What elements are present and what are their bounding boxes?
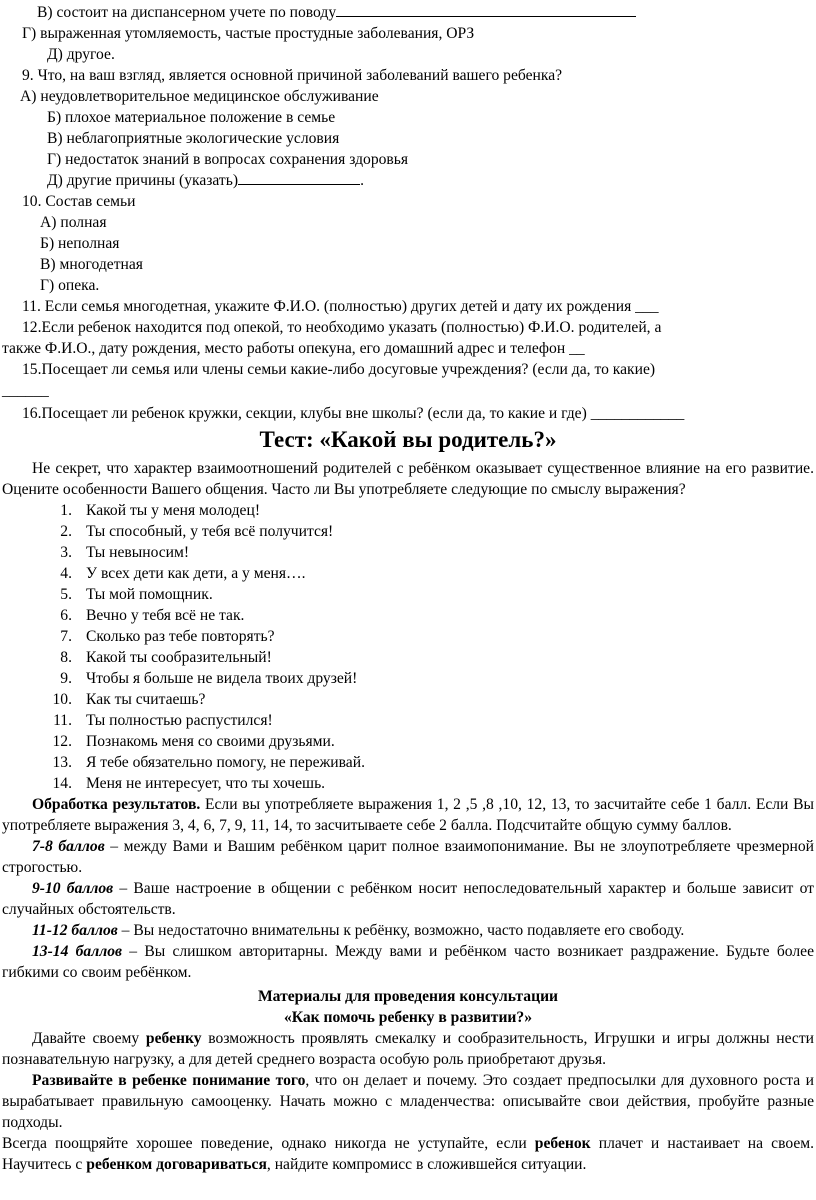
phrase-text: Познакомь меня со своими друзьями. xyxy=(86,733,335,750)
result-13-14 xyxy=(2,941,814,983)
phrase-item xyxy=(2,668,814,689)
p1-text-a: Давайте своему xyxy=(32,1030,146,1047)
q10-question: 10. Состав семьи xyxy=(22,193,136,210)
processing-label: Обработка результатов. xyxy=(32,796,201,813)
phrase-text: Вечно у тебя всё не так. xyxy=(86,607,245,624)
q15-line2: ______ xyxy=(2,382,49,399)
result-text: – Вы недостаточно внимательны к ребёнку, возможно, часто подавляете его свободу. xyxy=(117,922,685,939)
processing-paragraph xyxy=(2,794,814,836)
result-text: – между Вами и Вашим ребёнком царит полное взаимопонимание. Вы не злоупотребляете чрезмерной строгостью. xyxy=(2,838,814,876)
q9-option-b: Б) плохое материальное положение в семье xyxy=(47,109,336,126)
q10-option-b: Б) неполная xyxy=(40,235,120,252)
result-9-10 xyxy=(2,878,814,920)
phrase-text: Сколько раз тебе повторять? xyxy=(86,628,275,645)
phrase-item xyxy=(2,731,814,752)
q9-option-a: А) неудовлетворительное медицинское обслуживание xyxy=(20,88,379,105)
phrase-text: Как ты считаешь? xyxy=(86,691,206,708)
test-intro: Не секрет, что характер взаимоотношений родителей с ребёнком оказывает существенное влияние на его развитие. Оцените особенности Вашего общения. Часто ли Вы употребляете следующие по смыслу выражения? xyxy=(2,460,814,498)
p3-bold-2: ребенком договариваться xyxy=(86,1156,267,1173)
result-11-12 xyxy=(2,920,814,941)
result-label: 13-14 баллов xyxy=(32,943,122,960)
p1-text-c: возможность проявлять смекалку и сообразительность, Игрушки и игры должны нести познавательную нагрузку, а для детей среднего возраста особую роль приобретают друзья. xyxy=(2,1030,815,1068)
q8-option-v-text: В) состоит на диспансерном учете по поводу xyxy=(37,4,337,21)
phrase-number: 9. xyxy=(60,670,72,687)
phrase-item xyxy=(2,710,814,731)
p2-bold: Развивайте в ребенке понимание того xyxy=(32,1072,306,1089)
phrase-number: 11. xyxy=(53,712,72,729)
q9-option-d-text: Д) другие причины (указать) xyxy=(47,172,239,189)
phrase-number: 7. xyxy=(60,628,72,645)
q8-option-g: Г) выраженная утомляемость, частые простудные заболевания, ОРЗ xyxy=(22,25,475,42)
p2-text: , что он делает и почему. Это создает предпосылки для духовного роста и вырабатывает правильную самооценку. Начать можно с младенчества: описывайте свои действия, пробуйте разные подходы. xyxy=(2,1072,814,1131)
materials-subheading: «Как помочь ребенку в развитии?» xyxy=(283,1009,533,1026)
phrase-text: Я тебе обязательно помогу, не переживай. xyxy=(86,754,365,771)
materials-paragraph-3 xyxy=(2,1133,814,1175)
phrase-item xyxy=(2,647,814,668)
answer-blank[interactable] xyxy=(336,2,636,17)
phrase-text: Ты полностью распустился! xyxy=(86,712,273,729)
phrase-number: 5. xyxy=(60,586,72,603)
q8-option-v xyxy=(2,2,814,23)
phrase-item xyxy=(2,563,814,584)
phrase-text: Ты способный, у тебя всё получится! xyxy=(86,523,334,540)
phrase-number: 12. xyxy=(52,733,72,750)
phrase-text: У всех дети как дети, а у меня…. xyxy=(86,565,306,582)
phrase-item xyxy=(2,584,814,605)
phrase-text: Чтобы я больше не видела твоих друзей! xyxy=(86,670,358,687)
p3-text-a: Всегда поощряйте хорошее поведение, однако никогда не уступайте, если xyxy=(2,1135,535,1152)
phrase-item xyxy=(2,542,814,563)
result-label: 11-12 баллов xyxy=(32,922,118,939)
phrase-text: Ты невыносим! xyxy=(86,544,190,561)
phrase-item xyxy=(2,605,814,626)
materials-heading: Материалы для проведения консультации xyxy=(257,988,559,1005)
phrase-text: Какой ты у меня молодец! xyxy=(86,502,261,519)
q12-line2: также Ф.И.О., дату рождения, место работы опекуна, его домашний адрес и телефон __ xyxy=(2,340,585,357)
answer-blank[interactable] xyxy=(238,170,360,185)
result-text: – Ваше настроение в общении с ребёнком носит непоследовательный характер и больше зависит от случайных обстоятельств. xyxy=(2,880,814,918)
processing-text: Если вы употребляете выражения 1, 2 ,5 ,8 ,10, 12, 13, то засчитайте себе 1 балл. Если Вы употребляете выражения 3, 4, 6, 7, 9, 11, 14, то засчитываете себе 2 балла. Подсчитайте общую сумму баллов. xyxy=(2,796,814,834)
q10-option-v: В) многодетная xyxy=(40,256,143,273)
phrase-item xyxy=(2,626,814,647)
p1-bold: ребенку xyxy=(145,1030,202,1047)
q9-option-v: В) неблагоприятные экологические условия xyxy=(47,130,340,147)
phrase-number: 3. xyxy=(60,544,72,561)
phrase-number: 6. xyxy=(60,607,72,624)
materials-paragraph-1 xyxy=(2,1028,814,1070)
phrase-number: 14. xyxy=(52,775,72,792)
phrase-text: Какой ты сообразительный! xyxy=(86,649,272,666)
phrase-item xyxy=(2,773,814,794)
phrase-number: 13. xyxy=(52,754,72,771)
phrase-list xyxy=(2,500,814,794)
q16-question: 16.Посещает ли ребенок кружки, секции, клубы вне школы? (если да, то какие и где) ____________ xyxy=(22,405,685,422)
phrase-number: 4. xyxy=(60,565,72,582)
q9-option-d-end: . xyxy=(360,172,364,189)
phrase-number: 2. xyxy=(60,523,72,540)
phrase-item xyxy=(2,500,814,521)
phrase-item xyxy=(2,752,814,773)
q15-line1: 15.Посещает ли семья или члены семьи какие-либо досуговые учреждения? (если да, то какие) xyxy=(22,361,656,378)
phrase-number: 10. xyxy=(52,691,72,708)
test-title: Тест: «Какой вы родитель?» xyxy=(259,427,557,452)
p3-text-c: плачет и настаивает на своем. Научитесь с xyxy=(2,1135,815,1173)
result-text: – Вы слишком авторитарны. Между вами и ребёнком часто возникает раздражение. Будьте более гибкими со своим ребёнком. xyxy=(2,943,814,981)
q11-question: 11. Если семья многодетная, укажите Ф.И.О. (полностью) других детей и дату их рождения ___ xyxy=(22,298,659,315)
phrase-item xyxy=(2,689,814,710)
p3-bold-1: ребенок xyxy=(534,1135,591,1152)
phrase-item xyxy=(2,521,814,542)
q9-option-d xyxy=(2,170,814,191)
phrase-number: 1. xyxy=(60,502,72,519)
p3-text-e: , найдите компромисс в сложившейся ситуации. xyxy=(266,1156,587,1173)
q10-option-g: Г) опека. xyxy=(40,277,100,294)
phrase-text: Ты мой помощник. xyxy=(86,586,213,603)
result-label: 9-10 баллов xyxy=(32,880,114,897)
materials-paragraph-2 xyxy=(2,1070,814,1133)
result-7-8 xyxy=(2,836,814,878)
phrase-number: 8. xyxy=(60,649,72,666)
q10-option-a: А) полная xyxy=(40,214,107,231)
q9-question: 9. Что, на ваш взгляд, является основной причиной заболеваний вашего ребенка? xyxy=(22,67,563,84)
q9-option-g: Г) недостаток знаний в вопросах сохранения здоровья xyxy=(47,151,409,168)
result-label: 7-8 баллов xyxy=(32,838,105,855)
q12-line1: 12.Если ребенок находится под опекой, то необходимо указать (полностью) Ф.И.О. родителей, а xyxy=(22,319,662,336)
q8-option-d: Д) другое. xyxy=(47,46,115,63)
phrase-text: Меня не интересует, что ты хочешь. xyxy=(86,775,326,792)
